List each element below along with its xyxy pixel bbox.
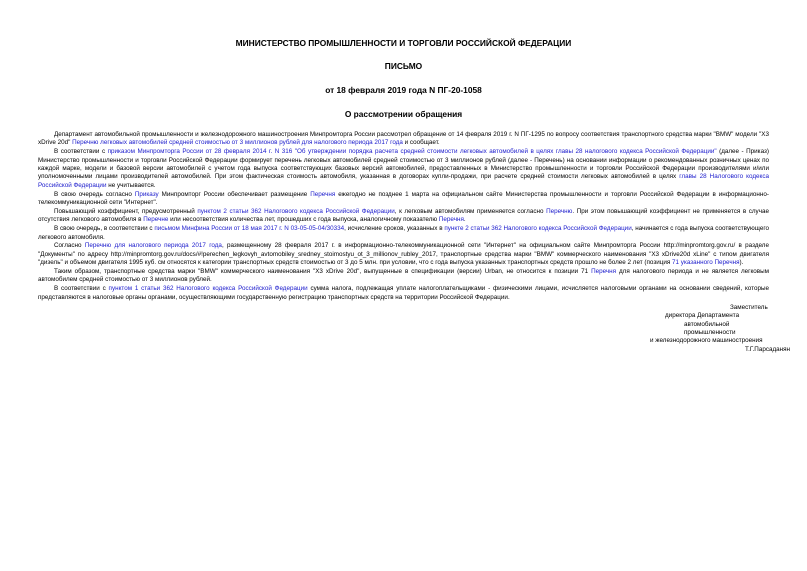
signature-line: и железнодорожного машиностроения <box>650 337 763 345</box>
link-perechen[interactable]: Перечня <box>438 216 464 224</box>
text: Департамент автомобильной промышленности и железнодорожного машиностроения Минпромторга России рассмотрел обращение от 14 февраля 2019 г. N ПГ-1295 по вопросу соответствия транспортного средства марки "BMW" модели "X3 xDrive 20d" <box>38 131 769 147</box>
text: Повышающий коэффициент, предусмотренный <box>54 207 198 215</box>
signature-line: Заместитель <box>730 304 768 312</box>
text: для налогового периода и не является легковым автомобилем средней стоимостью от 3 миллионов рублей. <box>38 268 770 284</box>
link-perechen[interactable]: Перечня <box>310 190 336 198</box>
paragraph-4 <box>38 208 769 225</box>
text: Минпромторг России обеспечивает размещение <box>158 190 311 198</box>
link-perechen[interactable]: Перечню <box>546 207 573 215</box>
paragraph-1 <box>38 131 769 148</box>
signature-block <box>38 304 791 354</box>
text: и сообщает. <box>402 139 440 147</box>
text: не учитывается. <box>106 181 156 189</box>
link-perechen[interactable]: Перечне <box>143 216 169 224</box>
paragraph-8 <box>38 285 769 302</box>
document-subject: О рассмотрении обращения <box>344 109 463 119</box>
link-perechen[interactable]: Перечня <box>591 268 617 276</box>
signature-line: директора Департамента <box>665 312 740 320</box>
text: Согласно <box>54 242 85 250</box>
paragraph-3 <box>38 191 769 208</box>
link-article-362-p1[interactable]: пунктом 1 статьи 362 Налогового кодекса Российской Федерации <box>108 285 308 293</box>
text: . При этом повышающий коэффициент не применяется в случае отсутствия легкового автомобиля в <box>38 207 769 224</box>
text: В свою очередь, в соответствии с <box>54 225 155 233</box>
text: В соответствии с <box>54 285 109 293</box>
paragraph-7 <box>38 268 769 285</box>
text: , к легковым автомобилям применяется согласно <box>394 207 547 215</box>
document-date-number: от 18 февраля 2019 года N ПГ-20-1058 <box>325 85 482 95</box>
link-position-71[interactable]: 71 <box>672 259 680 267</box>
text: сумма налога, подлежащая уплате налогоплательщиками - физическими лицами, исчисляется налоговыми органами на основании сведений, которые представляются в налоговые органы органами, осуществляющими государственную регистрацию транспортных средств на территории Российской Федерации. <box>38 285 770 301</box>
text: В свою очередь согласно <box>54 190 135 198</box>
text: , начинается с года выпуска соответствующего легкового автомобиля. <box>38 225 769 241</box>
text: Таким образом, транспортные средства марки "BMW" коммерческого наименования "X3 xDrive 20d", выпущенные в спецификации (версии) Urban, не относится к позиции 71 <box>54 268 592 276</box>
text: , исчисление сроков, указанных в <box>344 225 445 233</box>
text: , размещенному 28 февраля 2017 г. в информационно-телекоммуникационной сети "Интернет" на официальном сайте Минпромторга России http://minpromtorg.gov.ru/ в разделе "Документы" по адресу http://minpromtorg.gov.ru/docs/#!perechen_legkovyh_avtomobiley_sredney_stoimostyu_ot_3_millionov_rubley_2017, транспортные средства марки "BMW" коммерческого наименования "X3 xDrive20d xLine" с типом двигателя "дизель" и объемом двигателя 1995 куб. см относятся к категории транспортных средств стоимостью от 3 до 5 млн. при условии, что с года выпуска указанных транспортных средств прошло не более 2 лет (позиция <box>38 242 769 267</box>
link-article-362-p2[interactable]: пункте 2 статьи 362 Налогового кодекса Российской Федерации <box>444 225 632 233</box>
link-perechen-2017[interactable]: Перечню для налогового периода 2017 года <box>84 242 222 250</box>
document-body <box>38 131 769 302</box>
text: ). <box>739 259 744 267</box>
link-perechen-2017[interactable]: Перечню легковых автомобилей средней стоимостью от 3 миллионов рублей для налогового периода 2017 года <box>72 139 403 147</box>
link-chapter-28[interactable]: главы 28 Налогового кодекса Российской Федерации <box>38 173 769 189</box>
ministry-title: МИНИСТЕРСТВО ПРОМЫШЛЕННОСТИ И ТОРГОВЛИ РОССИЙСКОЙ ФЕДЕРАЦИИ <box>235 38 572 48</box>
text: В соответствии с <box>54 148 108 156</box>
document-type: ПИСЬМО <box>384 61 423 71</box>
link-order[interactable]: Приказу <box>134 190 159 198</box>
link-minfin-letter[interactable]: письмом Минфина России от 18 мая 2017 г. N 03-05-05-04/30334 <box>154 225 345 233</box>
text: или несоответствия количества лет, прошедших с года выпуска, аналогичному показателю <box>168 216 439 224</box>
text: (далее - Приказ) Министерство промышленности и торговли Российской Федерации формирует перечень легковых автомобилей средней стоимостью от 3 миллионов рублей (далее - Перечень) на основании информации о рекомендованных розничных ценах по каждой марке, модели и базовой версии автомобилей с учетом года выпуска соответствующих базовых версий автомобилей, предоставленных в Министерство промышленности и торговли Российской Федерации производителями и/или уполномоченными лицами производителей автомобилей. При этом фактическая стоимость автомобиля, указанная в договорах купли-продажи, при расчете средней стоимости легковых автомобилей в целях <box>38 148 769 181</box>
link-order-316[interactable]: приказом Минпромторга России от 28 февраля 2014 г. N 316 "Об утверждении порядка расчета средней стоимости легковых автомобилей в целях главы 28 налогового кодекса Российской Федерации" <box>107 148 717 156</box>
paragraph-5 <box>38 225 769 242</box>
paragraph-6 <box>38 242 769 267</box>
paragraph-2 <box>38 148 769 190</box>
text: . <box>463 216 466 224</box>
link-article-362-p2[interactable]: пунктом 2 статьи 362 Налогового кодекса Российской Федерации <box>197 207 395 215</box>
signatory-name: Т.Г.Парсаданян <box>745 345 791 353</box>
link-perechen[interactable]: указанного Перечня <box>680 259 740 267</box>
signature-line: автомобильной промышленности <box>684 320 736 337</box>
text: ежегодно не позднее 1 марта на официальном сайте Министерства промышленности и торговли Российской Федерации в информационно-телекоммуникационной сети "Интернет". <box>38 190 769 206</box>
